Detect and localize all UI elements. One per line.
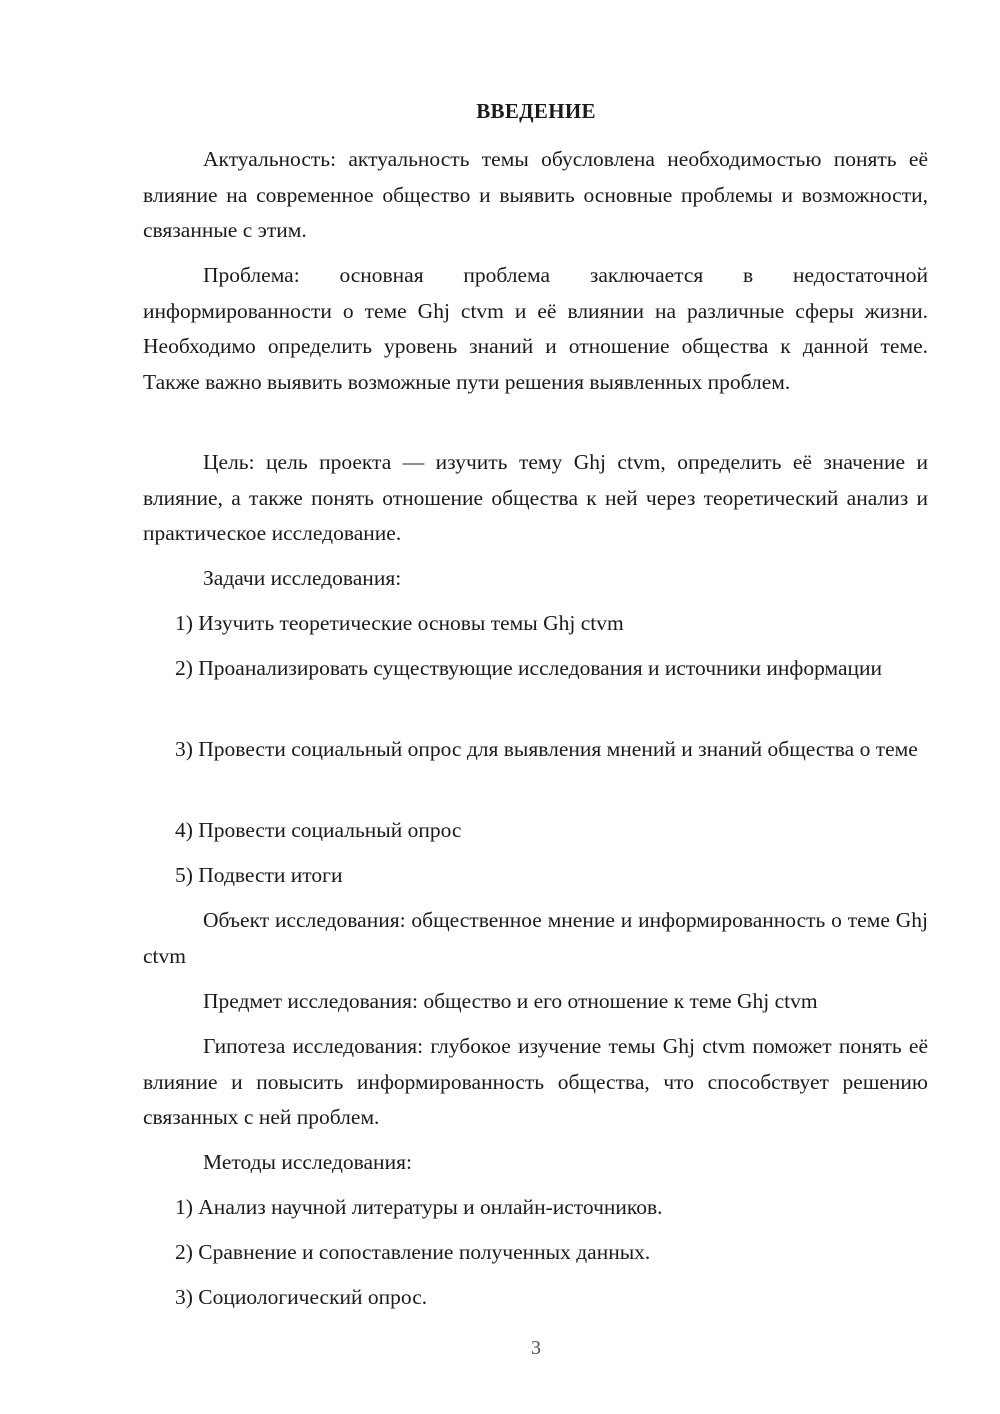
- list-item-method-1: 1) Анализ научной литературы и онлайн-источников.: [175, 1195, 663, 1219]
- list-item-task-5: 5) Подвести итоги: [175, 863, 343, 887]
- list-item-task-3: 3) Провести социальный опрос для выявления мнений и знаний общества о теме: [175, 737, 918, 761]
- paragraph-goal: Цель: цель проекта — изучить тему Ghj ctvm, определить её значение и влияние, а также понять отношение общества к ней через теоретический анализ и практическое исследование.: [143, 450, 928, 545]
- paragraph-object: Объект исследования: общественное мнение и информированность о теме Ghj ctvm: [143, 908, 928, 968]
- paragraph-methods-heading: Методы исследования:: [203, 1150, 412, 1174]
- paragraph-problem: Проблема: основная проблема заключается в недостаточной информированности о теме Ghj ctvm и её влиянии на различные сферы жизни. Необходимо определить уровень знаний и отношение общества к данной теме. Также важно выявить возможные пути решения выявленных проблем.: [143, 263, 928, 394]
- list-item-task-1: 1) Изучить теоретические основы темы Ghj ctvm: [175, 611, 624, 635]
- paragraph-tasks-heading: Задачи исследования:: [203, 566, 402, 590]
- page-number: 3: [531, 1337, 541, 1359]
- paragraph-subject: Предмет исследования: общество и его отношение к теме Ghj ctvm: [203, 989, 818, 1013]
- list-item-method-2: 2) Сравнение и сопоставление полученных данных.: [175, 1240, 651, 1264]
- list-item-task-2: 2) Проанализировать существующие исследования и источники информации: [175, 656, 883, 680]
- list-item-method-3: 3) Социологический опрос.: [175, 1285, 428, 1309]
- paragraph-hypothesis: Гипотеза исследования: глубокое изучение темы Ghj ctvm поможет понять её влияние и повысить информированность общества, что способствует решению связанных с ней проблем.: [143, 1034, 928, 1129]
- list-item-task-4: 4) Провести социальный опрос: [175, 818, 462, 842]
- paragraph-relevance: Актуальность: актуальность темы обусловлена необходимостью понять её влияние на современное общество и выявить основные проблемы и возможности, связанные с этим.: [143, 147, 928, 242]
- page-heading: ВВЕДЕНИЕ: [476, 99, 596, 123]
